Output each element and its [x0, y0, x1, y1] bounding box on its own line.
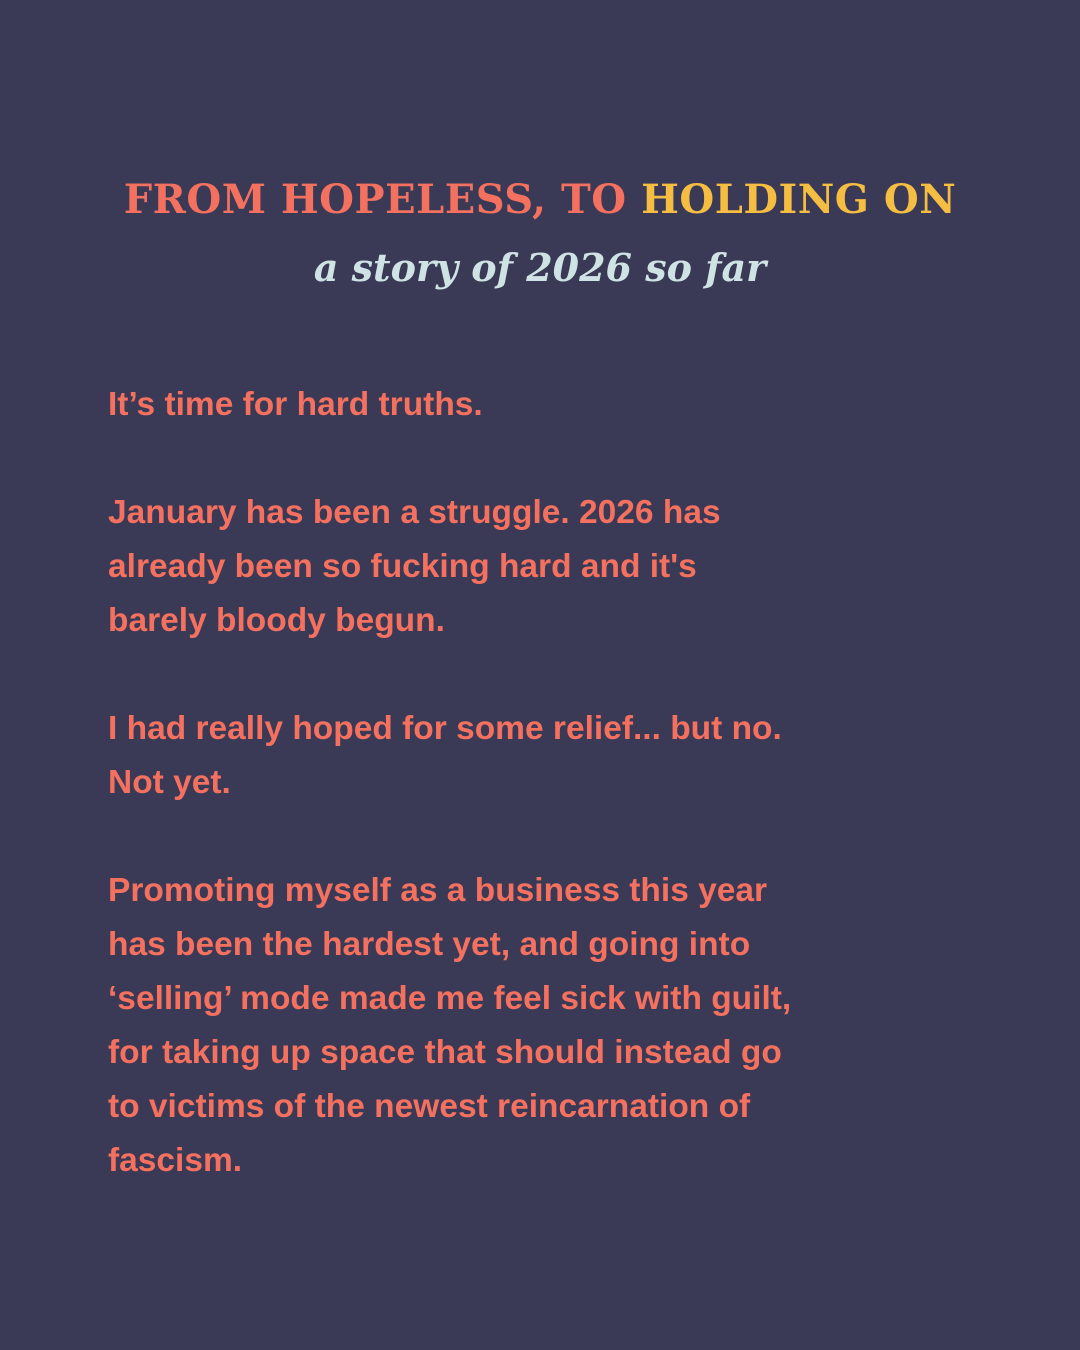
text-line: already been so fucking hard and it's	[108, 548, 697, 585]
text-line: January has been a struggle. 2026 has	[108, 494, 721, 531]
title-holding-on: HOLDING ON	[641, 176, 957, 223]
page-subtitle: a story of 2026 so far	[313, 245, 767, 290]
text-line: has been the hardest yet, and going into	[108, 926, 751, 963]
page-title	[0, 170, 1080, 230]
text-line: barely bloody begun.	[108, 602, 445, 639]
header	[0, 170, 1080, 296]
text-line: for taking up space that should instead go	[108, 1034, 782, 1071]
text-line: to victims of the newest reincarnation of	[108, 1088, 751, 1125]
story-body	[108, 378, 868, 1242]
paragraph-3	[108, 702, 868, 810]
text-line: Not yet.	[108, 764, 231, 801]
title-hopeless: FROM HOPELESS, TO	[123, 176, 642, 223]
text-line: I had really hoped for some relief... but no.	[108, 710, 782, 747]
text-line: Promoting myself as a business this year	[108, 872, 768, 909]
text-line: It’s time for hard truths.	[108, 386, 483, 423]
paragraph-4	[108, 864, 868, 1188]
paragraph-1	[108, 378, 868, 432]
text-line: ‘selling’ mode made me feel sick with guilt,	[108, 980, 792, 1017]
paragraph-2	[108, 486, 868, 648]
text-line: fascism.	[108, 1142, 243, 1179]
